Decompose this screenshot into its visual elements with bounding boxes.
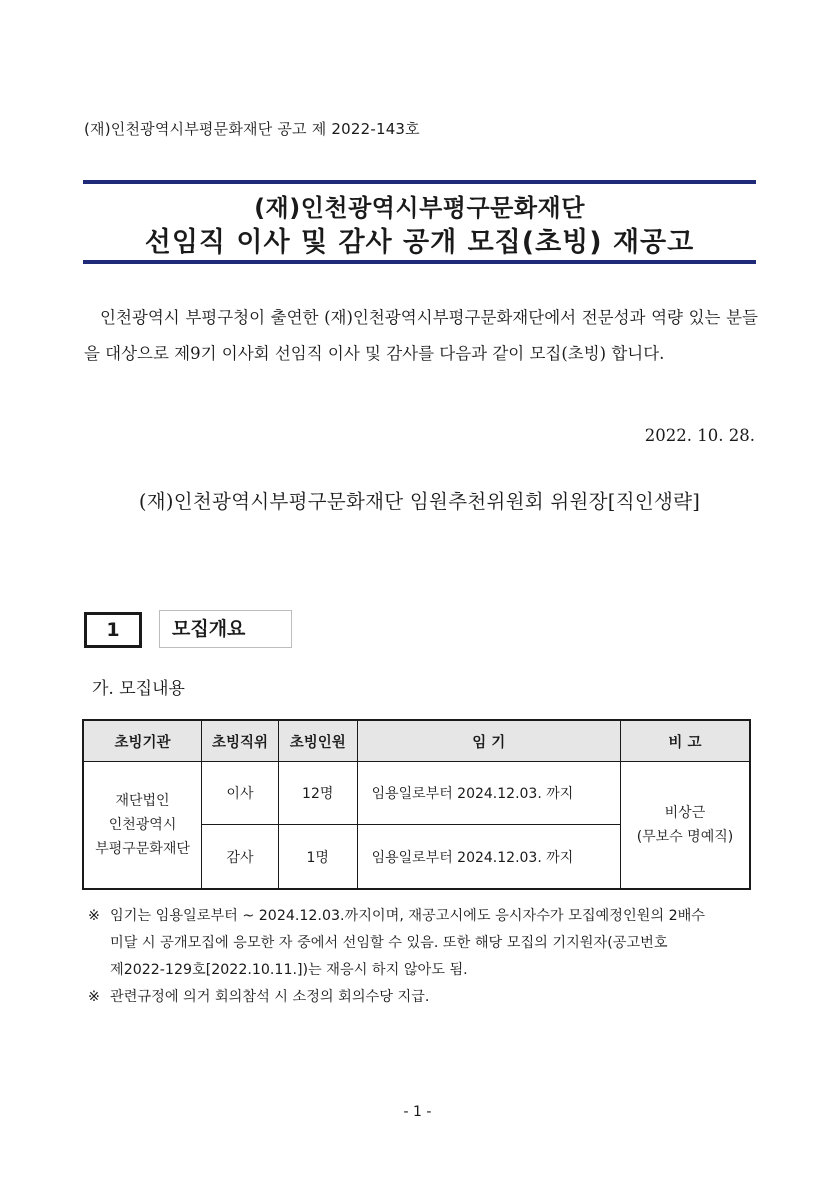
header-term: 임 기 (357, 720, 620, 762)
org-line: 재단법인 (115, 793, 170, 809)
note-mark: ※ (88, 989, 100, 1005)
remark-cell (620, 762, 750, 890)
note-line: 관련규정에 의거 회의참석 시 소정의 회의수당 지급. (110, 989, 430, 1005)
title-rule-bottom (83, 260, 756, 264)
table-header-row (83, 720, 750, 762)
org-line: 인천광역시 (108, 817, 177, 833)
count-cell: 12명 (278, 762, 357, 825)
term-cell: 임용일로부터 2024.12.03. 까지 (357, 825, 620, 890)
remark-line: 비상근 (664, 805, 706, 821)
org-line: 부평구문화재단 (95, 841, 190, 857)
remark-line: (무보수 명예직) (636, 829, 734, 845)
table-row (83, 762, 750, 825)
note-line: 임기는 임용일로부터 ~ 2024.12.03.까지이며, 재공고시에도 응시자수가 모집예정인원의 2배수 (110, 908, 706, 924)
page-number: - 1 - (403, 1104, 432, 1120)
notes (88, 903, 762, 1011)
title-rule-top (83, 180, 756, 184)
recruitment-table (82, 719, 751, 890)
header-remark: 비 고 (620, 720, 750, 762)
section-title: 모집개요 (159, 610, 292, 648)
note-mark: ※ (88, 908, 100, 924)
note-line: 미달 시 공개모집에 응모한 자 중에서 선임할 수 있음. 또한 해당 모집의 기지원자(공고번호 (110, 935, 668, 951)
note-term (88, 903, 762, 984)
position-cell: 감사 (202, 825, 279, 890)
signer: (재)인천광역시부평구문화재단 임원추천위원회 위원장[직인생략] (138, 490, 701, 513)
section-number-box: 1 (84, 612, 142, 648)
header-position: 초빙직위 (202, 720, 279, 762)
subheading: 가. 모집내용 (92, 679, 185, 699)
notice-number: (재)인천광역시부평문화재단 공고 제 2022-143호 (84, 120, 420, 138)
note-allowance (88, 984, 762, 1011)
header-org: 초빙기관 (83, 720, 202, 762)
org-cell (83, 762, 202, 890)
note-line: 제2022-129호[2022.10.11.])는 재응시 하지 않아도 됨. (110, 962, 468, 978)
term-cell: 임용일로부터 2024.12.03. 까지 (357, 762, 620, 825)
header-count: 초빙인원 (278, 720, 357, 762)
count-cell: 1명 (278, 825, 357, 890)
position-cell: 이사 (202, 762, 279, 825)
announcement-date: 2022. 10. 28. (644, 426, 755, 445)
title-main: 선임직 이사 및 감사 공개 모집(초빙) 재공고 (144, 227, 695, 258)
intro-text: 인천광역시 부평구청이 출연한 (재)인천광역시부평구문화재단에서 전문성과 역량 있는 분들을 대상으로 제9기 이사회 선임직 이사 및 감사를 다음과 같이 모집(초빙) 합니다. (84, 308, 758, 363)
title-organization: (재)인천광역시부평구문화재단 (254, 194, 585, 222)
intro-paragraph (84, 300, 758, 372)
